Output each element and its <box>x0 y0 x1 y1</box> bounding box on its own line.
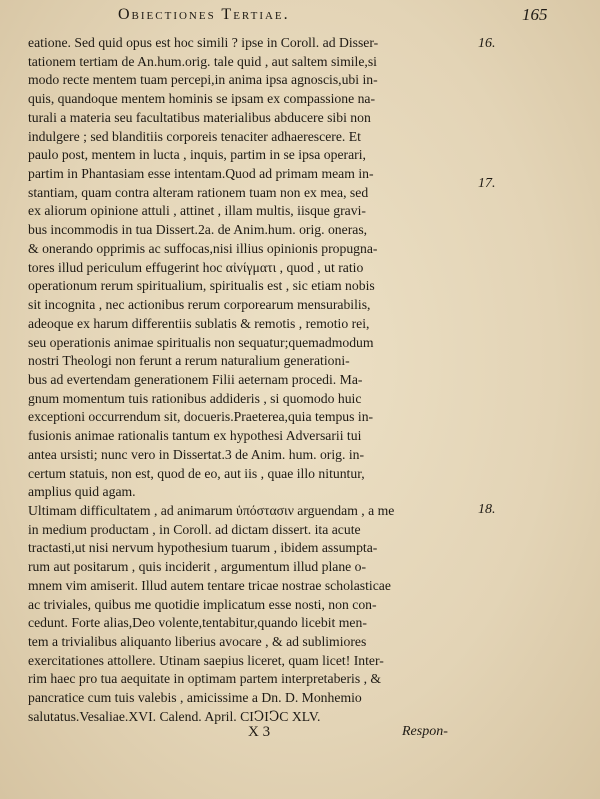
text-line: & onerando opprimis ac suffocas,nisi illius opinionis propugna- <box>28 240 378 256</box>
page-footer <box>28 722 468 746</box>
margin-number: 16. <box>478 36 496 51</box>
text-line: fusionis animae rationalis tantum ex hypothesi Adversarii tui <box>28 428 362 444</box>
text-line: bus incommodis in tua Dissert.2a. de Anim.hum. orig. oneras, <box>28 222 368 238</box>
text-line: modo recte mentem tuam percepi,in anima ipsa agnoscis,ubi in- <box>28 72 378 88</box>
text-line: operationum rerum spiritualium, spiritualis est , sic etiam nobis <box>28 278 375 294</box>
text-line: sit incognita , nec actionibus rerum corporearum mensurabilis, <box>28 297 371 313</box>
margin-number: 17. <box>478 176 496 191</box>
text-line: stantiam, quam contra alteram rationem tuam non ex mea, sed <box>28 184 369 200</box>
text-line: rim haec pro tua aequitate in optimam partem interpretaberis , & <box>28 671 382 687</box>
text-line: rum aut positarum , quis inciderit , argumentum illud plane o- <box>28 559 367 575</box>
text-line: mnem vim amiserit. Illud autem tentare tricae nostrae scholasticae <box>28 577 391 593</box>
catchword: Respon- <box>402 724 448 739</box>
text-line: adeoque ex harum differentiis sublatis & remotis , remotio rei, <box>28 315 370 331</box>
text-line: tores illud periculum effugerint hoc αἰνίγματι , quod , ut ratio <box>28 259 364 275</box>
signature-mark: X 3 <box>248 724 271 740</box>
text-line: salutatus.Vesaliae.XVI. Calend. April. CIↃIↃC XLV. <box>28 708 321 724</box>
text-line: exercitationes attollere. Utinam saepius liceret, quam licet! Inter- <box>28 652 384 668</box>
text-line: amplius quid agam. <box>28 484 136 500</box>
text-line: ex aliorum opinione attuli , attinet , illam multis, iisque gravi- <box>28 203 366 219</box>
text-line: seu operationis animae spiritualis non sequatur;quemadmodum <box>28 334 374 350</box>
text-line: tem a trivialibus aliquanto liberius avocare , & ad sublimiores <box>28 634 367 649</box>
text-line: in medium productam , in Coroll. ad dictam dissert. ita acute <box>28 521 361 537</box>
text-line: exceptioni occurrendum sit, docueris.Praeterea,quia tempus in- <box>28 409 374 425</box>
text-line: antea ursisti; nunc vero in Dissertat.3 de Anim. hum. orig. in- <box>28 446 365 462</box>
text-line: Ultimam difficultatem , ad animarum ὑπόστασιν arguendam , a me <box>28 502 395 518</box>
text-line: tractasti,ut nisi nervum hypothesium tuarum , ibidem assumpta- <box>28 540 378 556</box>
text-line: pancratice cum tuis valebis , amicissime a Dn. D. Monhemio <box>28 690 362 706</box>
text-line: certum statuis, non est, quod de eo, aut iis , quae illo nituntur, <box>28 465 365 481</box>
margin-number: 18. <box>478 502 496 517</box>
text-line: indulgere ; sed blanditiis corporeis tenaciter adhaerescere. Et <box>28 128 361 144</box>
text-line: quis, quandoque mentem hominis se ipsam ex compassione na- <box>28 91 376 107</box>
text-line: cedunt. Forte alias,Deo volente,tentabitur,quando licebit men- <box>28 615 367 631</box>
body-text <box>28 34 468 727</box>
text-line: gnum momentum tuis rationibus addideris , si quomodo huic <box>28 390 362 406</box>
text-line: ac triviales, quibus me quotidie implicatum esse nosti, non con- <box>28 596 377 612</box>
text-line: partim in Phantasiam esse intentam.Quod ad primam meam in- <box>28 166 374 182</box>
page-header <box>28 4 588 30</box>
page-number: 165 <box>522 5 548 24</box>
text-line: tationem tertiam de An.hum.orig. tale quid , aut saltem simile,si <box>28 53 377 69</box>
text-line: nostri Theologi non ferunt a rerum naturalium generationi- <box>28 353 350 369</box>
text-line: bus ad evertendam generationem Filii aeternam procedi. Ma- <box>28 371 363 387</box>
text-line: turali a materia seu facultatibus materialibus abducere sibi non <box>28 109 371 125</box>
running-head: Obiectiones Tertiae. <box>118 6 290 23</box>
text-line: paulo post, mentem in lucta , inquis, partim in se ipsa operari, <box>28 147 366 163</box>
text-line: eatione. Sed quid opus est hoc simili ? ipse in Coroll. ad Disser- <box>28 35 379 50</box>
